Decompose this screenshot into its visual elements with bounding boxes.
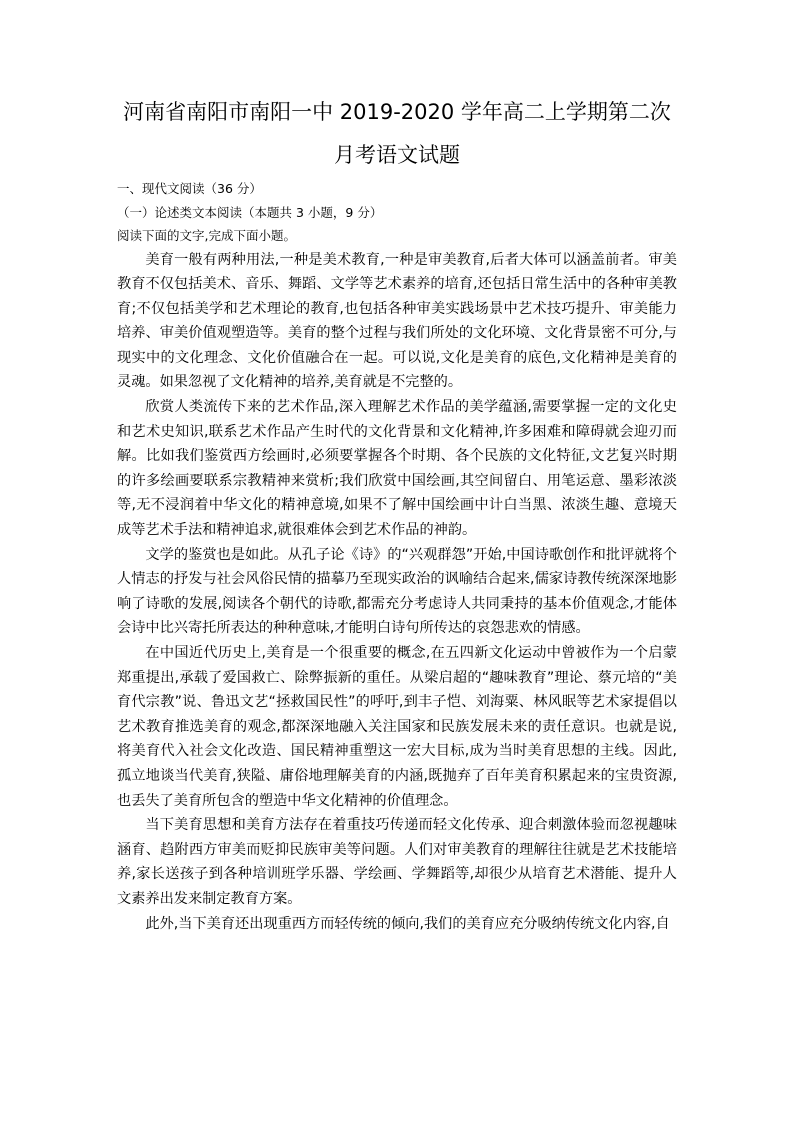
document-title-line-1: 河南省南阳市南阳一中 2019-2020 学年高二上学期第二次 bbox=[123, 100, 671, 124]
paragraph: 此外,当下美育还出现重西方而轻传统的倾向,我们的美育应充分吸纳传统文化内容,自 bbox=[145, 915, 670, 932]
paragraph: 欣赏人类流传下来的艺术作品,深入理解艺术作品的美学蕴涵,需要掌握一定的文化史和艺术史知识,联系艺术作品产生时代的文化背景和文化精神,许多困难和障碍就会迎刃而解。比如我们鉴赏西方绘画时,必须要掌握各个时期、各个民族的文化特征,文艺复兴时期的许多绘画要联系宗教精神来赏析;我们欣赏中国绘画,其空间留白、用笔运意、墨彩浓淡等,无不浸润着中华文化的精神意境,如果不了解中国绘画中计白当黑、浓淡生趣、意境天成等艺术手法和精神追求,就很难体会到艺术作品的神韵。 bbox=[117, 399, 677, 539]
paragraph: 当下美育思想和美育方法存在着重技巧传递而轻文化传承、迎合刺激体验而忽视趣味涵育、趋附西方审美而贬抑民族审美等问题。人们对审美教育的理解往往就是艺术技能培养,家长送孩子到各种培训班学乐器、学绘画、学舞蹈等,却很少从培育艺术潜能、提升人文素养出发来制定教育方案。 bbox=[117, 817, 677, 907]
paragraph: 文学的鉴赏也是如此。从孔子论《诗》的“兴观群怨”开始,中国诗歌创作和批评就将个人情志的抒发与社会风俗民情的描摹乃至现实政治的讽喻结合起来,儒家诗教传统深深地影响了诗歌的发展,阅读各个朝代的诗歌,都需充分考虑诗人共同秉持的基本价值观念,才能体会诗中比兴寄托所表达的种种意味,才能明白诗句所传达的哀怨悲欢的情感。 bbox=[117, 546, 677, 637]
document-body bbox=[117, 177, 677, 936]
reading-instruction: 阅读下面的文字,完成下面小题。 bbox=[117, 228, 296, 243]
subsection-heading: （一）论述类文本阅读（本题共 3 小题，9 分） bbox=[117, 204, 383, 220]
document-title-line-2: 月考语文试题 bbox=[334, 143, 460, 167]
paragraph: 美育一般有两种用法,一种是美术教育,一种是审美教育,后者大体可以涵盖前者。审美教育不仅包括美术、音乐、舞蹈、文学等艺术素养的培育,还包括日常生活中的各种审美教育;不仅包括美学和艺术理论的教育,也包括各种审美实践场景中艺术技巧提升、审美能力培养、审美价值观塑造等。美育的整个过程与我们所处的文化环境、文化背景密不可分,与现实中的文化理念、文化价值融合在一起。可以说,文化是美育的底色,文化精神是美育的灵魂。如果忽视了文化精神的培养,美育就是不完整的。 bbox=[117, 251, 677, 391]
paragraph: 在中国近代历史上,美育是一个很重要的概念,在五四新文化运动中曾被作为一个启蒙郑重提出,承载了爱国救亡、除弊振新的重任。从梁启超的“趣味教育”理论、蔡元培的“美育代宗教”说、鲁迅文艺“拯救国民性”的呼吁,到丰子恺、刘海粟、林风眠等艺术家提倡以艺术教育推选美育的观念,都深深地融入关注国家和民族发展未来的责任意识。也就是说,将美育代入社会文化改造、国民精神重塑这一宏大目标,成为当时美育思想的主线。因此,孤立地谈当代美育,狭隘、庸俗地理解美育的内涵,既抛弃了百年美育积累起来的宝贵资源,也丢失了美育所包含的塑造中华文化精神的价值理念。 bbox=[117, 645, 677, 809]
section-heading: 一、现代文阅读（36 分） bbox=[117, 181, 262, 196]
